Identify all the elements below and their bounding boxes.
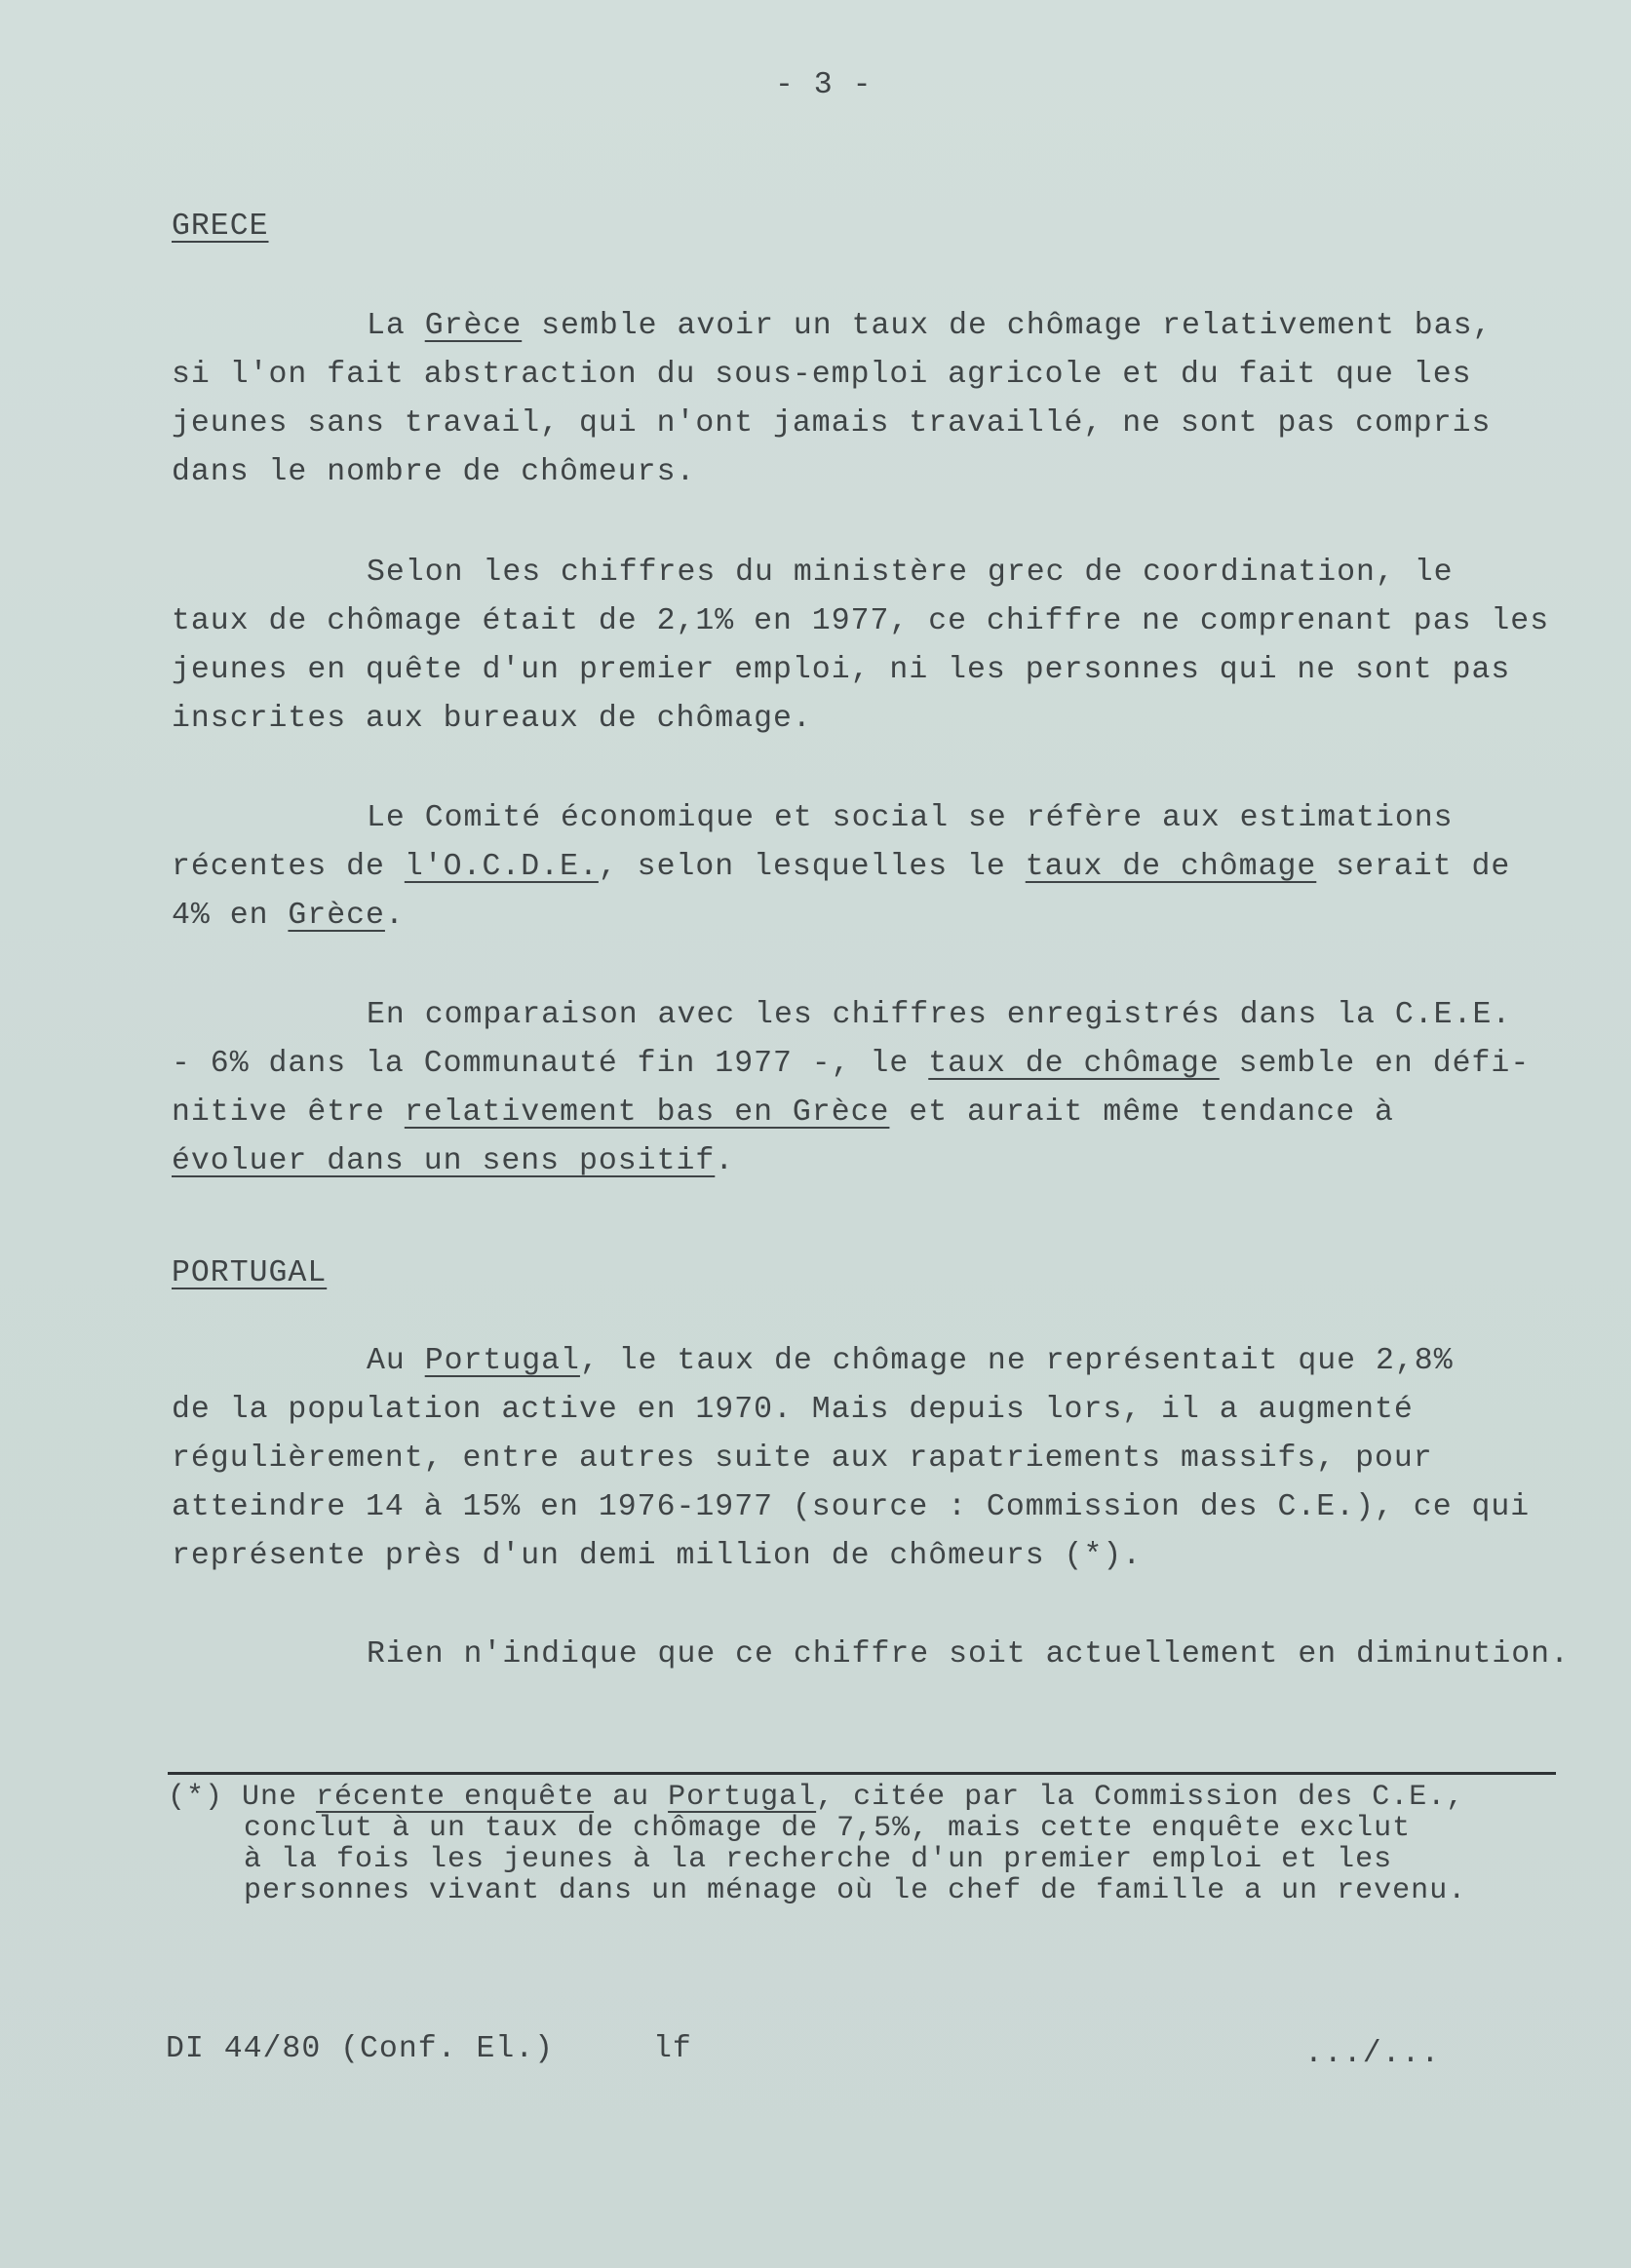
text-line: inscrites aux bureaux de chômage. xyxy=(172,702,812,736)
text-line: récentes de l'O.C.D.E., selon lesquelles le taux de chômage serait de xyxy=(172,850,1511,884)
document-reference: DI 44/80 (Conf. El.) xyxy=(166,2032,555,2066)
underlined-text: récente enquête xyxy=(316,1781,595,1814)
text-line: dans le nombre de chômeurs. xyxy=(172,455,696,489)
text-line: (*) Une récente enquête au Portugal, citée par la Commission des C.E., xyxy=(168,1781,1465,1814)
text-line: 4% en Grèce. xyxy=(172,899,405,933)
text-line: régulièrement, entre autres suite aux rapatriements massifs, pour xyxy=(172,1442,1433,1476)
paragraph xyxy=(172,996,1575,1191)
underlined-text: taux de chômage xyxy=(1025,850,1317,884)
text-line: nitive être relativement bas en Grèce et aurait même tendance à xyxy=(172,1096,1394,1130)
underlined-text: Grèce xyxy=(288,899,385,933)
underlined-text: Grèce xyxy=(424,309,523,343)
footnote-separator xyxy=(168,1772,1556,1775)
underlined-text: évoluer dans un sens positif xyxy=(172,1144,716,1178)
paragraph xyxy=(172,1342,1575,1586)
text-line: si l'on fait abstraction du sous-emploi agricole et du fait que les xyxy=(172,358,1472,392)
underlined-text: relativement bas en Grèce xyxy=(404,1096,890,1130)
text-line: à la fois les jeunes à la recherche d'un premier emploi et les xyxy=(244,1843,1393,1876)
text-line: atteindre 14 à 15% en 1976-1977 (source : Commission des C.E.), ce qui xyxy=(172,1490,1531,1524)
text-line: jeunes sans travail, qui n'ont jamais travaillé, ne sont pas compris xyxy=(172,406,1492,441)
text-line: Le Comité économique et social se réfère aux estimations xyxy=(367,801,1454,835)
text-line: évoluer dans un sens positif. xyxy=(172,1144,735,1178)
text-line: taux de chômage était de 2,1% en 1977, ce chiffre ne comprenant pas les xyxy=(172,604,1550,638)
continuation-mark: .../... xyxy=(1304,2037,1441,2071)
text-line: Selon les chiffres du ministère grec de coordination, le xyxy=(367,556,1454,590)
text-line: personnes vivant dans un ménage où le chef de famille a un revenu. xyxy=(244,1874,1467,1907)
text-line: La Grèce semble avoir un taux de chômage relativement bas, xyxy=(367,309,1493,343)
text-line: jeunes en quête d'un premier emploi, ni les personnes qui ne sont pas xyxy=(172,653,1511,687)
page-number: - 3 - xyxy=(775,68,873,102)
typist-initials: lf xyxy=(653,2032,692,2066)
section-heading-portugal: PORTUGAL xyxy=(172,1256,328,1290)
underlined-text: taux de chômage xyxy=(928,1047,1220,1081)
paragraph xyxy=(172,799,1575,945)
paragraph xyxy=(172,1635,1575,1684)
underlined-text: Portugal xyxy=(668,1781,817,1814)
text-line: de la population active en 1970. Mais depuis lors, il a augmenté xyxy=(172,1393,1414,1427)
underlined-text: Portugal xyxy=(424,1344,580,1378)
paragraph xyxy=(172,554,1575,749)
text-line: Rien n'indique que ce chiffre soit actuellement en diminution. xyxy=(367,1637,1570,1672)
footnote xyxy=(168,1782,1572,1906)
text-line: Au Portugal, le taux de chômage ne représentait que 2,8% xyxy=(367,1344,1454,1378)
underlined-text: l'O.C.D.E. xyxy=(404,850,599,884)
text-line: représente près d'un demi million de chômeurs (*). xyxy=(172,1539,1143,1573)
section-heading-grece: GRECE xyxy=(172,210,269,244)
text-line: conclut à un taux de chômage de 7,5%, mais cette enquête exclut xyxy=(244,1812,1412,1845)
paragraph xyxy=(172,307,1575,502)
text-line: En comparaison avec les chiffres enregistrés dans la C.E.E. xyxy=(367,998,1512,1032)
text-line: - 6% dans la Communauté fin 1977 -, le taux de chômage semble en défi- xyxy=(172,1047,1531,1081)
